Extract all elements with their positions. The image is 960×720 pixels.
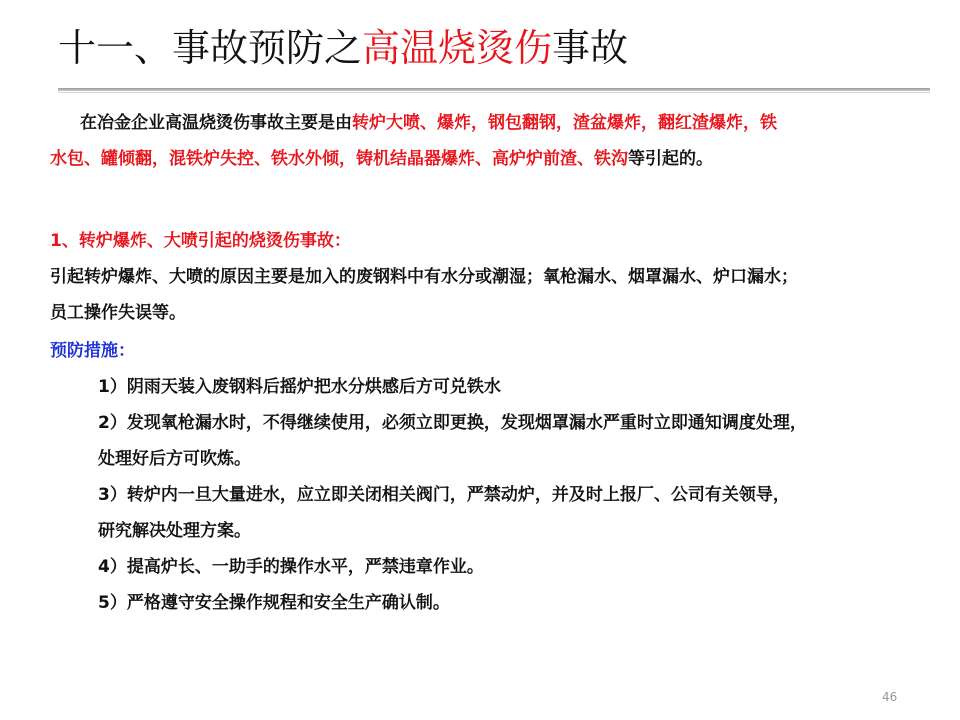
section-heading: 1、转炉爆炸、大喷引起的烧烫伤事故： [50,231,351,251]
measure-item-5: 5）严格遵守安全操作规程和安全生产确认制。 [98,593,450,613]
measures-label: 预防措施： [50,341,135,361]
title-prefix: 十一、事故预防之 [58,26,363,70]
measure-item-2-cont: 处理好后方可吹炼。 [98,449,251,469]
intro-line-2 [50,148,713,170]
cause-line-1: 引起转炉爆炸、大喷的原因主要是加入的废钢料中有水分或潮湿；氧枪漏水、烟罩漏水、炉口漏水； [50,267,798,287]
measure-item-1: 1）阴雨天装入废钢料后摇炉把水分烘感后方可兑铁水 [98,377,501,397]
intro-text-red: 转炉大喷、爆炸，钢包翻钢，渣盆爆炸，翻红渣爆炸，铁 [352,113,777,133]
title-suffix: 事故 [552,26,629,70]
page-number: 46 [882,690,898,704]
measure-item-3: 3）转炉内一旦大量进水，应立即关闭相关阀门，严禁动炉，并及时上报厂、公司有关领导， [98,485,790,505]
intro-line-1 [80,112,777,134]
title-divider-shadow [58,92,930,93]
cause-line-2: 员工操作失误等。 [50,303,186,323]
title-highlight: 高温烧烫伤 [362,26,553,70]
measure-item-4: 4）提高炉长、一助手的操作水平，严禁违章作业。 [98,557,484,577]
title-divider [58,88,930,91]
intro-text-black-2: 等引起的。 [628,149,713,169]
intro-text-black: 在冶金企业高温烧烫伤事故主要是由 [80,113,352,133]
intro-text-red-2: 水包、罐倾翻，混铁炉失控、铁水外倾，铸机结晶器爆炸、高炉炉前渣、铁沟 [50,149,628,169]
measure-item-2: 2）发现氧枪漏水时，不得继续使用，必须立即更换，发现烟罩漏水严重时立即通知调度处理， [98,413,807,433]
measure-item-3-cont: 研究解决处理方案。 [98,521,251,541]
slide-title [58,24,628,72]
